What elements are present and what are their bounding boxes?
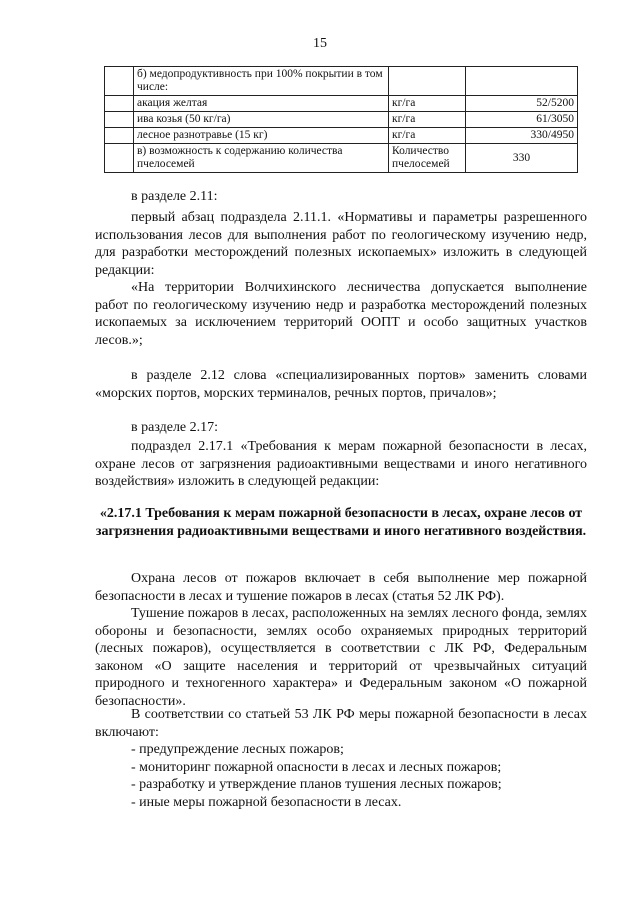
paragraph-fire-measures: В соответствии со статьей 53 ЛК РФ меры пожарной безопасности в лесах включают: bbox=[95, 707, 587, 740]
table-cell-unit: Количество пчелосемей bbox=[389, 144, 466, 173]
page-number: 15 bbox=[313, 36, 327, 51]
table-cell-num bbox=[105, 128, 134, 144]
table-cell-num bbox=[105, 67, 134, 96]
section-2-12-text: в разделе 2.12 слова «специализированных портов» заменить словами «морских портов, морских терминалов, речных портов, причалов»; bbox=[95, 368, 587, 401]
table-cell-unit bbox=[389, 67, 466, 96]
table-cell-name: акация желтая bbox=[134, 96, 389, 112]
list-item: - иные меры пожарной безопасности в лесах. bbox=[131, 795, 402, 810]
table-cell-name: лесное разнотравье (15 кг) bbox=[134, 128, 389, 144]
table-cell-value: 61/3050 bbox=[466, 112, 578, 128]
section-2-17-intro: в разделе 2.17: bbox=[131, 420, 219, 435]
table-row bbox=[105, 67, 578, 96]
table-cell-value: 52/5200 bbox=[466, 96, 578, 112]
table-cell-unit: кг/га bbox=[389, 96, 466, 112]
table-cell-value: 330 bbox=[466, 144, 578, 173]
table-row bbox=[105, 96, 578, 112]
table-cell-name: ива козья (50 кг/га) bbox=[134, 112, 389, 128]
table-cell-name: в) возможность к содержанию количества пчелосемей bbox=[134, 144, 389, 173]
table-cell-name: б) медопродуктивность при 100% покрытии в том числе: bbox=[134, 67, 389, 96]
paragraph-fire-protection: Охрана лесов от пожаров включает в себя выполнение мер пожарной безопасности в лесах и тушение пожаров в лесах (статья 52 ЛК РФ). bbox=[95, 571, 587, 604]
section-2-11-intro: в разделе 2.11: bbox=[131, 189, 218, 204]
table-cell-value: 330/4950 bbox=[466, 128, 578, 144]
table-cell-num bbox=[105, 96, 134, 112]
section-2-11-quote: «На территории Волчихинского лесничества допускается выполнение работ по геологическому изучению недр и разработка месторождений полезных ископаемых за исключением территорий ООПТ и особо защитных участков лесов.»; bbox=[95, 280, 587, 348]
table-cell-num bbox=[105, 144, 134, 173]
parameters-table bbox=[104, 66, 578, 173]
table-row bbox=[105, 128, 578, 144]
list-item: - предупреждение лесных пожаров; bbox=[131, 742, 344, 757]
subsection-heading: «2.17.1 Требования к мерам пожарной безопасности в лесах, охране лесов от загрязнения радиоактивными веществами и иного негативного воздействия. bbox=[95, 506, 587, 539]
section-2-17-text: подраздел 2.17.1 «Требования к мерам пожарной безопасности в лесах, охране лесов от загрязнения радиоактивными веществами и иного негативного воздействия» изложить в следующей редакции: bbox=[95, 439, 587, 489]
list-item: - мониторинг пожарной опасности в лесах и лесных пожаров; bbox=[131, 760, 502, 775]
table-cell-unit: кг/га bbox=[389, 112, 466, 128]
table-row bbox=[105, 112, 578, 128]
paragraph-fire-extinguishing: Тушение пожаров в лесах, расположенных на землях лесного фонда, землях обороны и безопасности, землях особо охраняемых природных территорий (лесных пожаров), осуществляется в соответствии с ЛК РФ, Федеральным законом «О защите населения и территорий от чрезвычайных ситуаций природного и техногенного характера» и Федеральным законом «О пожарной безопасности». bbox=[95, 606, 587, 709]
table-cell-num bbox=[105, 112, 134, 128]
table-cell-value bbox=[466, 67, 578, 96]
table-row bbox=[105, 144, 578, 173]
section-2-11-text: первый абзац подраздела 2.11.1. «Нормативы и параметры разрешенного использования лесов для выполнения работ по геологическому изучению недр, для разработки месторождений полезных ископаемых» изложить в следующей редакции: bbox=[95, 210, 587, 278]
list-item: - разработку и утверждение планов тушения лесных пожаров; bbox=[131, 777, 502, 792]
table-cell-unit: кг/га bbox=[389, 128, 466, 144]
